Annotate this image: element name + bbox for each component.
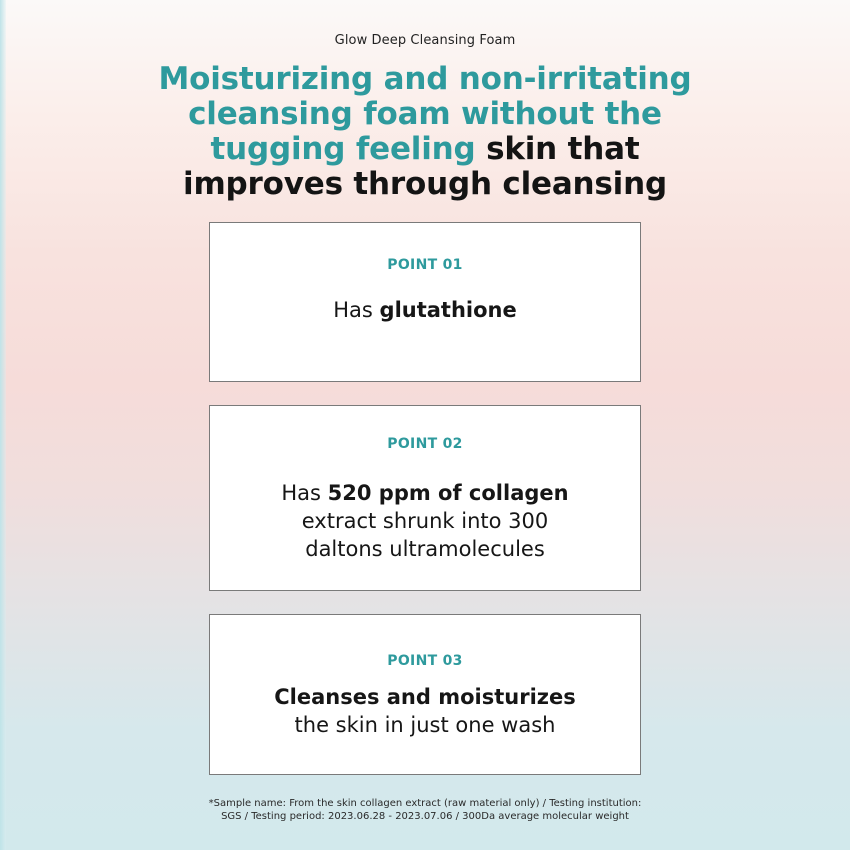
point-label: POINT 02: [387, 436, 463, 452]
headline-line-2: cleansing foam without the: [188, 96, 662, 132]
footnote-line-2: SGS / Testing period: 2023.06.28 - 2023.07.06 / 300Da average molecular weight: [221, 811, 629, 822]
footnote-line-1: *Sample name: From the skin collagen extract (raw material only) / Testing institution:: [208, 798, 642, 809]
point-label: POINT 03: [387, 653, 463, 669]
headline-line-1: Moisturizing and non-irritating: [158, 61, 692, 97]
point-text: [210, 683, 640, 739]
headline-line-4: improves through cleansing: [183, 166, 667, 202]
point-text: [210, 479, 640, 563]
point-text: [210, 296, 640, 324]
point-text-line-2: extract shrunk into 300: [301, 509, 549, 533]
headline-line-3: [100, 132, 750, 167]
headline-line-3-rest: skin that: [475, 131, 640, 167]
point-text-bold: 520 ppm of collagen: [327, 481, 569, 505]
point-text-bold: Cleanses and moisturizes: [274, 685, 576, 709]
point-card-2: [209, 405, 641, 591]
point-label: POINT 01: [387, 257, 463, 273]
point-card-1: [209, 222, 641, 382]
point-text-line-2: the skin in just one wash: [294, 713, 556, 737]
footnote: [150, 797, 700, 823]
point-text-prefix: Has: [281, 481, 328, 505]
point-card-3: [209, 614, 641, 775]
product-name: Glow Deep Cleansing Foam: [334, 33, 516, 48]
left-edge-strip: [0, 0, 6, 850]
point-text-line-3: daltons ultramolecules: [305, 537, 545, 561]
point-text-prefix: Has: [333, 298, 380, 322]
point-text-bold: glutathione: [379, 298, 517, 322]
headline-highlight: tugging feeling: [210, 131, 476, 167]
headline: [100, 62, 750, 202]
